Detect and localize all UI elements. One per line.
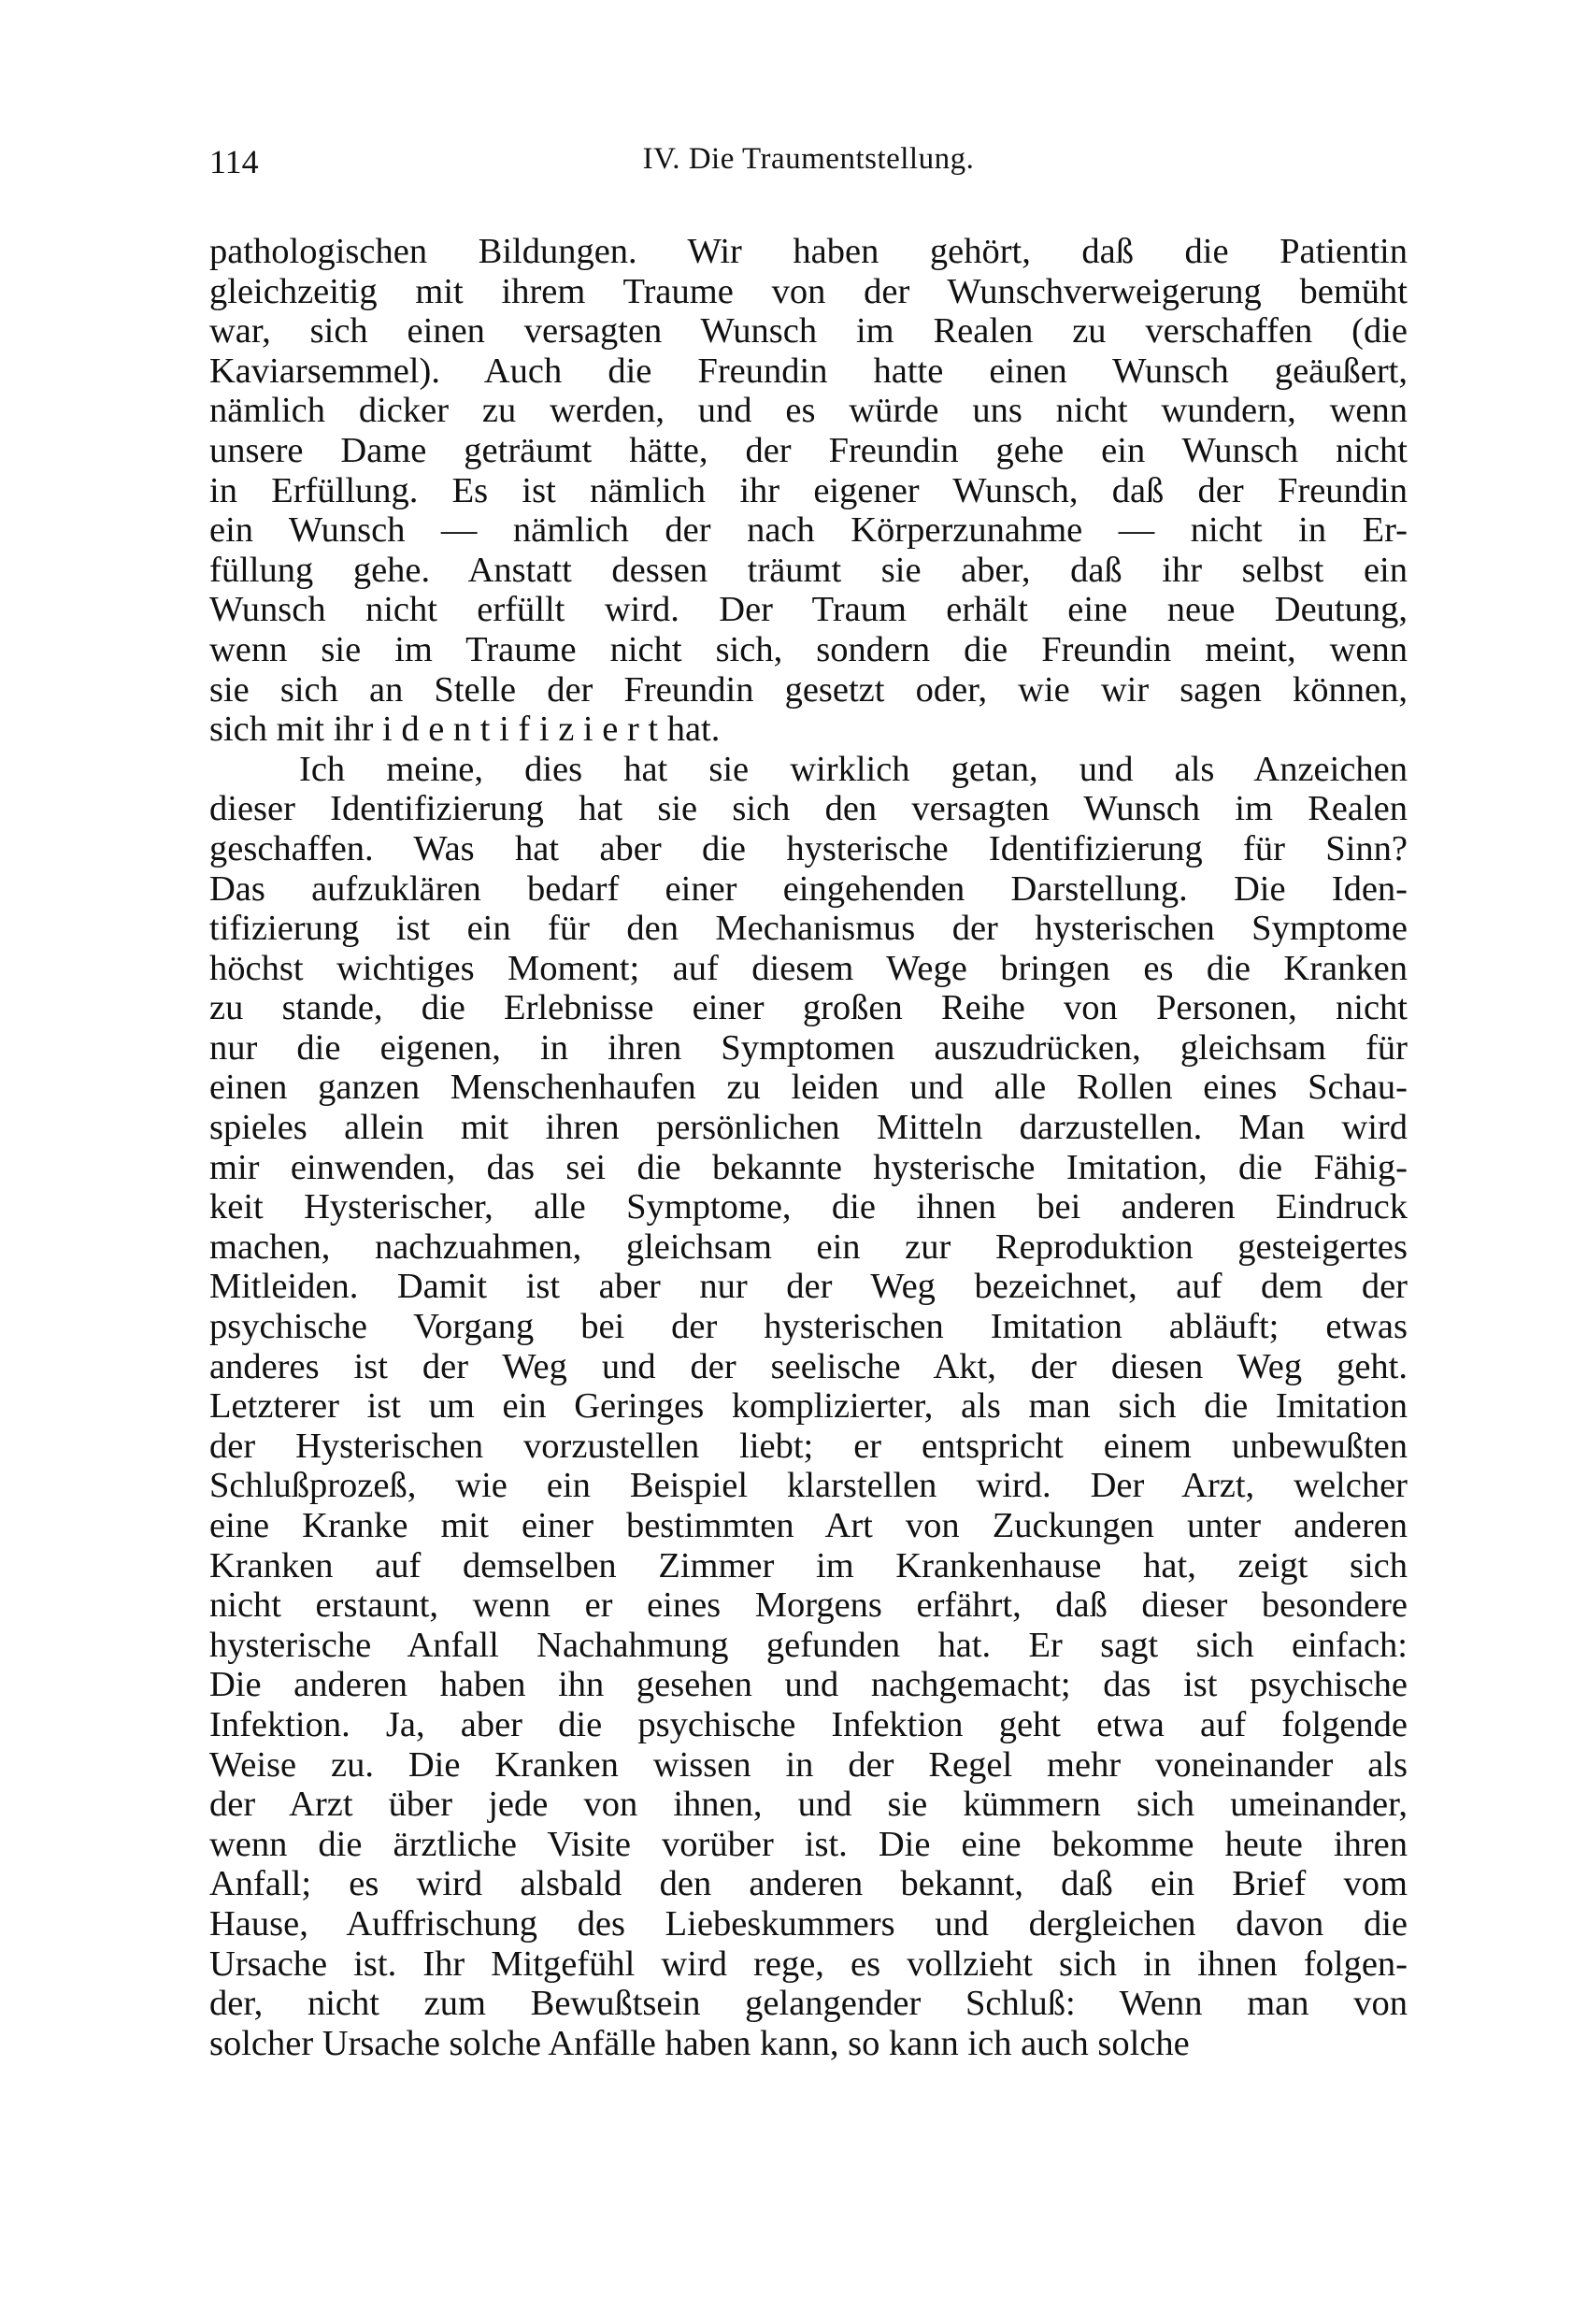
text-line: höchst wichtiges Moment; auf diesem Wege bringen es die Kranken xyxy=(209,948,1408,988)
text-line: geschaffen. Was hat aber die hysterische Identifizierung für Sinn? xyxy=(209,828,1408,868)
running-title: IV. Die Traumentstellung. xyxy=(642,142,975,176)
text-line: der, nicht zum Bewußtsein gelangender Schluß: Wenn man von xyxy=(209,1984,1408,2024)
text-line: dieser Identifizierung hat sie sich den versagten Wunsch im Realen xyxy=(209,789,1408,829)
text-line: sie sich an Stelle der Freundin gesetzt oder, wie wir sagen können, xyxy=(209,669,1408,710)
text-line: spieles allein mit ihren persönlichen Mitteln darzustellen. Man wird xyxy=(209,1108,1408,1148)
paragraph xyxy=(209,232,1408,750)
text-line: Das aufzuklären bedarf einer eingehenden Darstellung. Die Iden- xyxy=(209,868,1408,909)
text-line: der Hysterischen vorzustellen liebt; er entspricht einem unbewußten xyxy=(209,1426,1408,1466)
text-line: eine Kranke mit einer bestimmten Art von Zuckungen unter anderen xyxy=(209,1506,1408,1545)
text-line: wenn die ärztliche Visite vorüber ist. Die eine bekomme heute ihren xyxy=(209,1824,1408,1864)
text-line: Wunsch nicht erfüllt wird. Der Traum erhält eine neue Deutung, xyxy=(209,590,1408,630)
text-line: Letzterer ist um ein Geringes komplizierter, als man sich die Imitation xyxy=(209,1386,1408,1427)
text-line: nicht erstaunt, wenn er eines Morgens erfährt, daß dieser besondere xyxy=(209,1585,1408,1626)
text-line: unsere Dame geträumt hätte, der Freundin gehe ein Wunsch nicht xyxy=(209,430,1408,470)
text-line: zu stande, die Erlebnisse einer großen Reihe von Personen, nicht xyxy=(209,988,1408,1028)
text-line: einen ganzen Menschenhaufen zu leiden und alle Rollen eines Schau- xyxy=(209,1068,1408,1108)
text-line: mir einwenden, das sei die bekannte hysterische Imitation, die Fähig- xyxy=(209,1147,1408,1187)
text-line: keit Hysterischer, alle Symptome, die ihnen bei anderen Eindruck xyxy=(209,1187,1408,1227)
text-line: Weise zu. Die Kranken wissen in der Regel mehr voneinander als xyxy=(209,1744,1408,1785)
text-line: nämlich dicker zu werden, und es würde uns nicht wundern, wenn xyxy=(209,391,1408,431)
text-line: in Erfüllung. Es ist nämlich ihr eigener Wunsch, daß der Freundin xyxy=(209,470,1408,510)
text-line: wenn sie im Traume nicht sich, sondern die Freundin meint, wenn xyxy=(209,629,1408,669)
text-line: war, sich einen versagten Wunsch im Realen zu verschaffen (die xyxy=(209,311,1408,351)
text-line: Schlußprozeß, wie ein Beispiel klarstellen wird. Der Arzt, welcher xyxy=(209,1466,1408,1506)
text-line: Anfall; es wird alsbald den anderen bekannt, daß ein Brief vom xyxy=(209,1864,1408,1904)
text-line: Die anderen haben ihn gesehen und nachgemacht; das ist psychische xyxy=(209,1665,1408,1705)
text-line: Hause, Auffrischung des Liebeskummers und dergleichen davon die xyxy=(209,1903,1408,1944)
text-line: der Arzt über jede von ihnen, und sie kümmern sich umeinander, xyxy=(209,1785,1408,1825)
text-line: solcher Ursache solche Anfälle haben kann, so kann ich auch solche xyxy=(209,2023,1190,2063)
text-line: anderes ist der Weg und der seelische Akt, der diesen Weg geht. xyxy=(209,1346,1408,1386)
page-body xyxy=(209,232,1408,2063)
text-line: Ich meine, dies hat sie wirklich getan, und als Anzeichen xyxy=(299,749,1408,789)
text-line: ein Wunsch — nämlich der nach Körperzunahme — nicht in Er- xyxy=(209,510,1408,551)
text-line: Kaviarsemmel). Auch die Freundin hatte einen Wunsch geäußert, xyxy=(209,351,1408,391)
text-line: machen, nachzuahmen, gleichsam ein zur Reproduktion gesteigertes xyxy=(209,1227,1408,1267)
text-line: hysterische Anfall Nachahmung gefunden hat. Er sagt sich einfach: xyxy=(209,1625,1408,1665)
text-line: füllung gehe. Anstatt dessen träumt sie aber, daß ihr selbst ein xyxy=(209,550,1408,590)
text-line: gleichzeitig mit ihrem Traume von der Wunschverweigerung bemüht xyxy=(209,271,1408,311)
text-line: Ursache ist. Ihr Mitgefühl wird rege, es vollzieht sich in ihnen folgen- xyxy=(209,1944,1408,1984)
text-line: Mitleiden. Damit ist aber nur der Weg bezeichnet, auf dem der xyxy=(209,1267,1408,1307)
text-line: sich mit ihr i d e n t i f i z i e r t hat. xyxy=(209,710,721,750)
text-line: nur die eigenen, in ihren Symptomen auszudrücken, gleichsam für xyxy=(209,1027,1408,1068)
text-line: pathologischen Bildungen. Wir haben gehört, daß die Patientin xyxy=(209,232,1408,271)
text-line: Kranken auf demselben Zimmer im Krankenhause hat, zeigt sich xyxy=(209,1545,1408,1585)
page-number: 114 xyxy=(209,143,259,180)
text-line: psychische Vorgang bei der hysterischen Imitation abläuft; etwas xyxy=(209,1307,1408,1347)
running-header xyxy=(209,142,1408,183)
text-line: Infektion. Ja, aber die psychische Infektion geht etwa auf folgende xyxy=(209,1704,1408,1744)
text-line: tifizierung ist ein für den Mechanismus der hysterischen Symptome xyxy=(209,909,1408,949)
paragraph xyxy=(209,750,1408,2064)
